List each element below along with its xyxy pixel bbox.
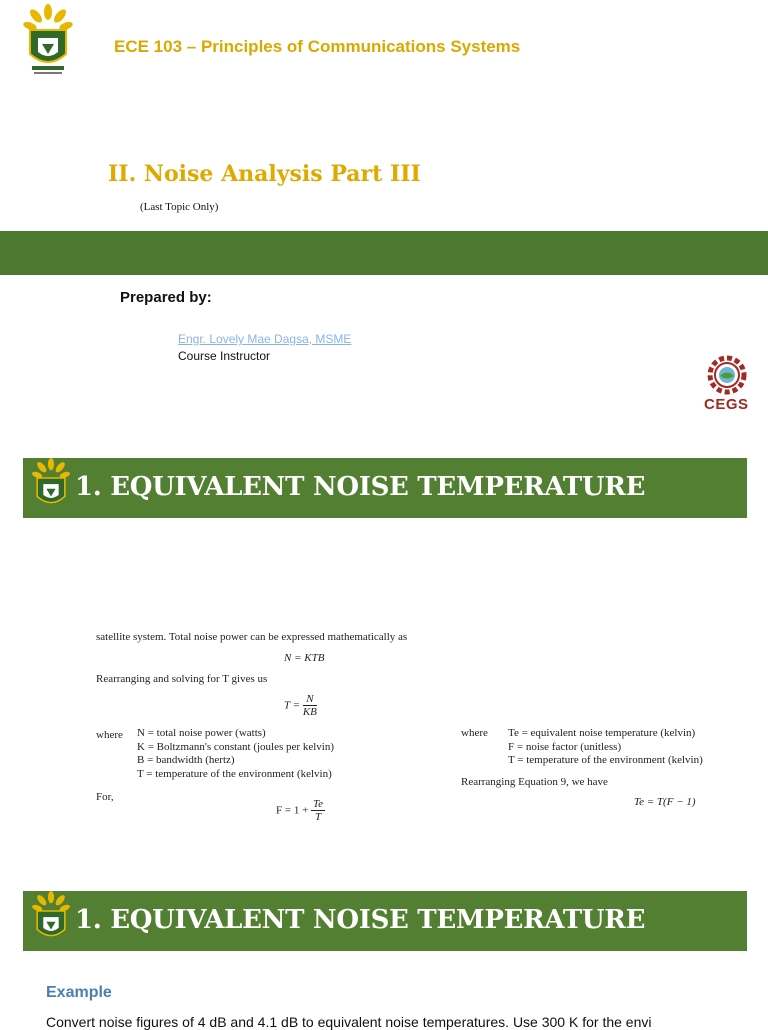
definition-item: K = Boltzmann's constant (joules per kelvin)	[137, 740, 334, 753]
rearrange-eq9: Rearranging Equation 9, we have	[461, 776, 608, 788]
section-title: 1. EQUIVALENT NOISE TEMPERATURE	[75, 472, 646, 502]
university-seal-icon	[31, 458, 71, 518]
definitions-right	[508, 727, 703, 768]
definition-item: N = total noise power (watts)	[137, 727, 266, 739]
equation-te: Te = T(F − 1)	[634, 796, 696, 808]
lecture-subtitle: (Last Topic Only)	[140, 201, 219, 213]
equation-t-numerator: N	[303, 693, 317, 706]
equation-ntb: N = KTB	[284, 652, 325, 664]
section-banner	[23, 891, 747, 951]
author-link[interactable]: Engr. Lovely Mae Dagsa, MSME	[178, 332, 352, 346]
equation-f	[276, 798, 325, 823]
rearrange-line: Rearranging and solving for T gives us	[96, 673, 268, 685]
equation-f-denominator: T	[314, 811, 322, 823]
definition-item: F = noise factor (unitless)	[508, 740, 622, 753]
gear-globe-icon	[706, 354, 748, 396]
intro-line: satellite system. Total noise power can be expressed mathematically as	[96, 631, 408, 643]
definition-item: T = temperature of the environment (kelvin)	[508, 754, 703, 766]
author-role: Course Instructor	[178, 349, 271, 363]
equation-t-lhs: T =	[284, 699, 301, 712]
definition-item: B = bandwidth (hertz)	[137, 754, 235, 766]
divider-band	[0, 231, 768, 275]
university-seal-icon	[22, 4, 74, 82]
definitions-left	[137, 727, 334, 781]
section-title: 1. EQUIVALENT NOISE TEMPERATURE	[75, 905, 646, 935]
equation-t-denominator: KB	[302, 706, 317, 718]
course-title: ECE 103 – Principles of Communications Systems	[114, 37, 521, 56]
where-label-right: where	[461, 727, 488, 739]
where-label-left: where	[96, 729, 123, 741]
equation-t	[284, 693, 317, 718]
lecture-title: II. Noise Analysis Part III	[108, 161, 421, 187]
example-heading: Example	[46, 984, 112, 1001]
example-text: Convert noise figures of 4 dB and 4.1 dB to equivalent noise temperatures. Use 300 K for the envi	[46, 1014, 652, 1030]
definition-item: T = temperature of the environment (kelvin)	[137, 767, 332, 780]
equation-f-numerator: Te	[313, 798, 324, 810]
university-seal-icon	[31, 891, 71, 951]
dept-logo-text: CEGS	[704, 396, 749, 413]
definition-item: Te = equivalent noise temperature (kelvin)	[508, 727, 696, 739]
equation-f-lhs: F = 1 +	[276, 804, 309, 817]
prepared-by-label: Prepared by:	[120, 289, 212, 306]
section-banner	[23, 458, 747, 518]
for-label: For,	[96, 791, 114, 803]
